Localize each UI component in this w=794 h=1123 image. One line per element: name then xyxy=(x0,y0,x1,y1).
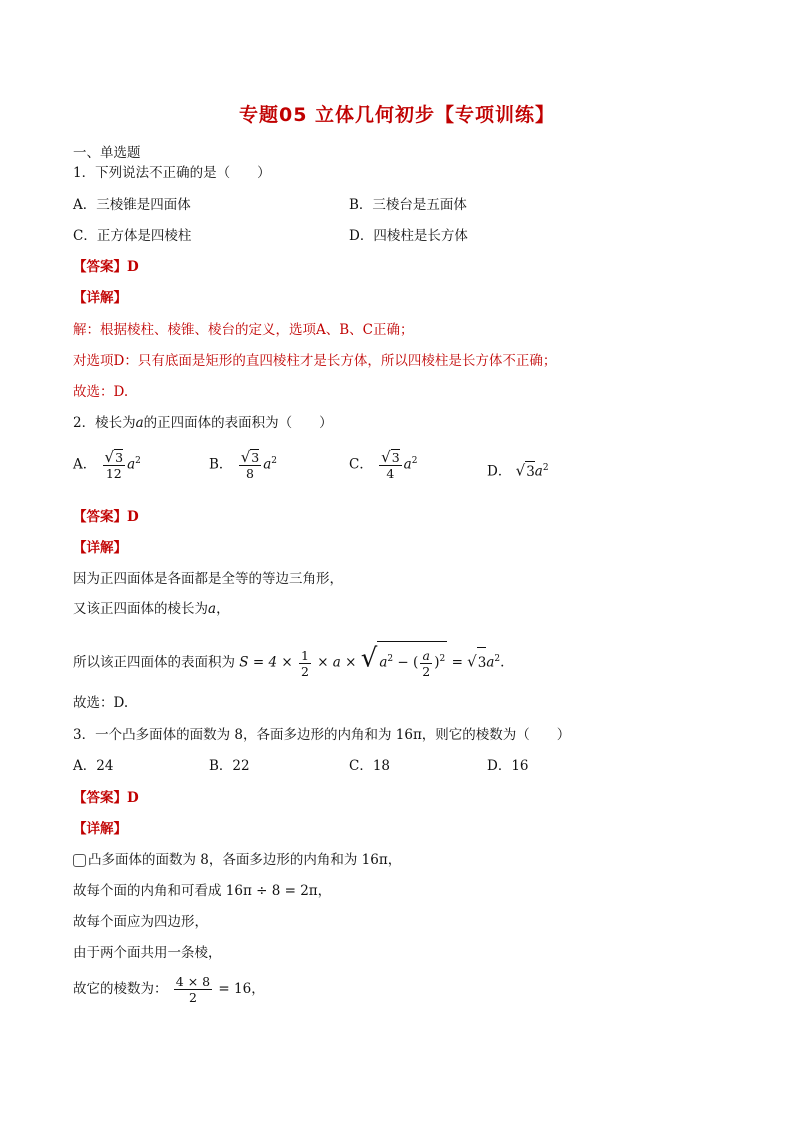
q2-stem xyxy=(73,413,333,433)
half-fraction: $\frac{1}{2}$ xyxy=(300,647,309,679)
q2-option-d: D． $√3a^2$ xyxy=(487,461,549,480)
q3-solution-line2: 故每个面的内角和可看成 16π ÷ 8 = 2π， xyxy=(73,883,332,899)
q3-stem: 3．一个凸多面体的面数为 8，各面多边形的内角和为 16π，则它的棱数为（ ） xyxy=(73,727,571,743)
sqrt-icon: √ xyxy=(240,448,251,466)
sqrt-icon: √ xyxy=(360,643,378,674)
q2-option-c-fraction: $\frac{√3}{4}$ xyxy=(381,448,400,481)
q3-option-b: B．22 xyxy=(209,758,250,774)
q1-option-d: D．四棱柱是长方体 xyxy=(349,228,468,244)
q1-solution-line2: 对选项D：只有底面是矩形的直四棱柱才是长方体，所以四棱柱是长方体不正确； xyxy=(73,353,557,369)
section-heading: 一、单选题 xyxy=(73,145,141,161)
q3-solution-line5: 故它的棱数为： $\frac{4 \times 8}{2}$ = 16， xyxy=(73,974,265,1005)
q2-solution-line3: 所以该正四面体的表面积为 S = 4 × $\frac{1}{2}$ × a × √ $a^2$ − ( $\frac{a}{2}$ )$^2 = √3a^2$. xyxy=(73,641,504,679)
radicand: $a^2$ − ( $\frac{a}{2}$ )$^2$ xyxy=(377,641,447,679)
sqrt-icon: √ xyxy=(381,448,391,466)
q1-option-c: C．正方体是四棱柱 xyxy=(73,228,192,244)
because-symbol-icon xyxy=(73,854,86,867)
q2-solution-line2: 又该正四面体的棱长为a， xyxy=(73,601,230,617)
q2-option-c: C． $\frac{√3}{4}$ $a^2$ xyxy=(349,448,418,481)
q2-solution-line1: 因为正四面体是各面都是全等的等边三角形， xyxy=(73,571,343,587)
page-title: 专题05 立体几何初步【专项训练】 xyxy=(238,104,556,126)
q2-stem-var: a xyxy=(135,415,144,431)
q3-answer: 【答案】D xyxy=(73,790,139,806)
q3-detail-heading: 【详解】 xyxy=(73,821,127,837)
q3-option-c: C．18 xyxy=(349,758,391,774)
edges-fraction: $\frac{4 \times 8}{2}$ xyxy=(175,974,211,1005)
q1-solution-line3: 故选：D. xyxy=(73,384,129,400)
q1-option-b: B．三棱台是五面体 xyxy=(349,197,467,213)
q2-answer: 【答案】D xyxy=(73,509,139,525)
q1-detail-heading: 【详解】 xyxy=(73,290,127,306)
q2-stem-pre: 2．棱长为 xyxy=(73,415,136,431)
q3-solution-line1: 凸多面体的面数为 8，各面多边形的内角和为 16π， xyxy=(73,850,401,870)
sqrt-icon: √ xyxy=(515,461,526,480)
sqrt-icon: √ xyxy=(467,652,477,671)
q2-detail-heading: 【详解】 xyxy=(73,540,127,556)
sqrt-icon: √ xyxy=(104,448,115,466)
q2-option-a-fraction: $\frac{√3}{12}$ xyxy=(104,448,124,481)
q3-option-d: D．16 xyxy=(487,758,529,774)
q3-option-a: A．24 xyxy=(73,758,114,774)
q1-option-a: A．三棱锥是四面体 xyxy=(73,197,191,213)
q1-answer: 【答案】D xyxy=(73,259,139,275)
q2-option-d-label: D． xyxy=(487,463,512,480)
q1-stem: 1．下列说法不正确的是（ ） xyxy=(73,165,271,181)
q2-stem-post: 的正四面体的表面积为（ ） xyxy=(143,415,333,431)
q2-option-b: B． $\frac{√3}{8}$ $a^2$ xyxy=(209,448,278,481)
q1-solution-line1: 解：根据棱柱、棱锥、棱台的定义，选项A、B、C正确； xyxy=(73,322,414,338)
q3-solution-line3: 故每个面应为四边形， xyxy=(73,914,208,930)
q3-solution-line4: 由于两个面共用一条棱， xyxy=(73,945,222,961)
q2-option-b-fraction: $\frac{√3}{8}$ xyxy=(240,448,260,481)
q2-option-b-label: B． xyxy=(209,456,233,473)
q2-option-a-label: A． xyxy=(73,456,97,473)
q2-solution-line4: 故选：D. xyxy=(73,695,129,711)
q2-option-c-label: C． xyxy=(349,456,373,473)
q2-option-a: A． $\frac{√3}{12}$ $a^2$ xyxy=(73,448,141,481)
